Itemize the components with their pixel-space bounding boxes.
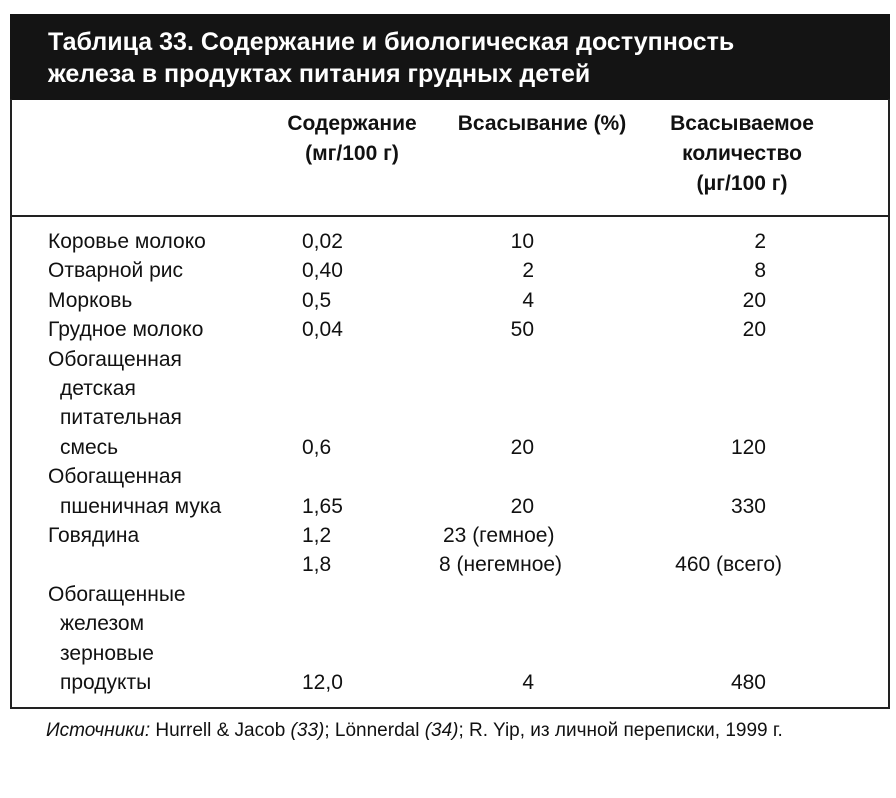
cell-absorption: 4 <box>522 288 534 312</box>
cell-absorption: 8 (негемное) <box>439 553 563 577</box>
cell-absorption: 4 <box>522 670 534 694</box>
table-row <box>12 315 888 344</box>
header-content <box>262 109 442 169</box>
food-name-line: питательная <box>60 406 182 430</box>
cell-iron-content: 1,65 <box>302 494 343 518</box>
header-content-line: Содержание <box>287 112 417 135</box>
table-title-line-1: Таблица 33. Содержание и биологическая доступность <box>48 28 735 56</box>
cell-food-name <box>48 227 278 256</box>
cell-absorbed-amount: 20 <box>742 318 766 342</box>
cell-food-name <box>48 286 278 315</box>
food-name-line: Обогащенная <box>48 465 182 489</box>
header-absorbed-line: Всасываемое <box>670 112 814 135</box>
cell-iron-content: 1,8 <box>302 553 332 577</box>
source-1-ref: (33) <box>290 720 325 741</box>
cell-absorption: 50 <box>510 318 534 342</box>
food-name-line: железом <box>60 612 145 636</box>
table-row <box>12 462 888 521</box>
cell-absorption: 20 <box>510 435 534 459</box>
table-header <box>12 99 888 217</box>
cell-food-name <box>48 256 278 285</box>
sources-note <box>46 718 866 744</box>
cell-absorption: 2 <box>522 259 534 283</box>
header-absorbed <box>642 109 842 199</box>
cell-food-name <box>48 345 278 463</box>
cell-iron-content: 0,6 <box>302 435 332 459</box>
cell-iron-content: 0,5 <box>302 288 332 312</box>
table-row <box>12 580 888 698</box>
header-absorbed-line: (μг/100 г) <box>696 172 788 195</box>
cell-iron-content: 0,02 <box>302 230 343 253</box>
source-1: Hurrell & Jacob <box>155 720 286 741</box>
cell-absorbed-amount: 120 <box>730 435 766 459</box>
cell-absorbed-amount: 480 <box>730 670 766 694</box>
food-name-line: Коровье молоко <box>48 230 206 253</box>
food-name-line: Морковь <box>48 288 133 312</box>
source-2-ref: (34) <box>424 720 459 741</box>
food-name-line: Грудное молоко <box>48 318 204 342</box>
food-name-line: Отварной рис <box>48 259 183 283</box>
cell-iron-content: 1,2 <box>302 524 332 547</box>
food-name-line: зерновые <box>60 641 154 665</box>
header-absorption-line: Всасывание (%) <box>457 112 627 135</box>
table-row <box>12 345 888 463</box>
cell-iron-content: 0,04 <box>302 318 343 342</box>
food-name-line: детская <box>60 377 136 400</box>
table-row <box>12 286 888 315</box>
table-title-bar <box>10 14 890 100</box>
header-absorbed-line: количество <box>682 142 802 165</box>
food-name-line: пшеничная мука <box>60 494 222 518</box>
source-2: ; Lönnerdal <box>324 720 420 741</box>
cell-food-name <box>48 521 278 550</box>
cell-absorption: 20 <box>510 494 534 518</box>
cell-absorbed-amount: 8 <box>754 259 766 283</box>
food-name-line: Обогащенная <box>48 347 182 371</box>
table-title-line-2: железа в продуктах питания грудных детей <box>48 60 591 88</box>
table-row <box>12 550 888 579</box>
cell-iron-content: 0,40 <box>302 259 343 283</box>
cell-absorbed-amount: 20 <box>742 288 766 312</box>
cell-food-name <box>48 462 278 521</box>
cell-iron-content: 12,0 <box>302 670 343 694</box>
sources-label: Источники: <box>46 720 151 741</box>
table-row <box>12 256 888 285</box>
cell-food-name <box>48 315 278 344</box>
table-row <box>12 227 888 256</box>
cell-absorption: 23 (гемное) <box>443 524 555 547</box>
cell-absorbed-amount: 330 <box>730 494 766 518</box>
food-name-line: Обогащенные <box>48 582 186 606</box>
header-content-line: (мг/100 г) <box>305 142 399 165</box>
iron-table <box>10 99 890 709</box>
food-name-line: Говядина <box>48 524 140 547</box>
source-3: ; R. Yip, из личной переписки, 1999 г. <box>458 720 783 741</box>
food-name-line: продукты <box>60 671 152 695</box>
table-row <box>12 521 888 550</box>
cell-absorbed-amount: 460 (всего) <box>675 553 782 577</box>
cell-absorbed-amount: 2 <box>754 230 766 253</box>
header-absorption <box>437 109 647 139</box>
cell-food-name <box>48 580 278 698</box>
food-name-line: смесь <box>60 435 119 459</box>
cell-absorption: 10 <box>510 230 534 253</box>
